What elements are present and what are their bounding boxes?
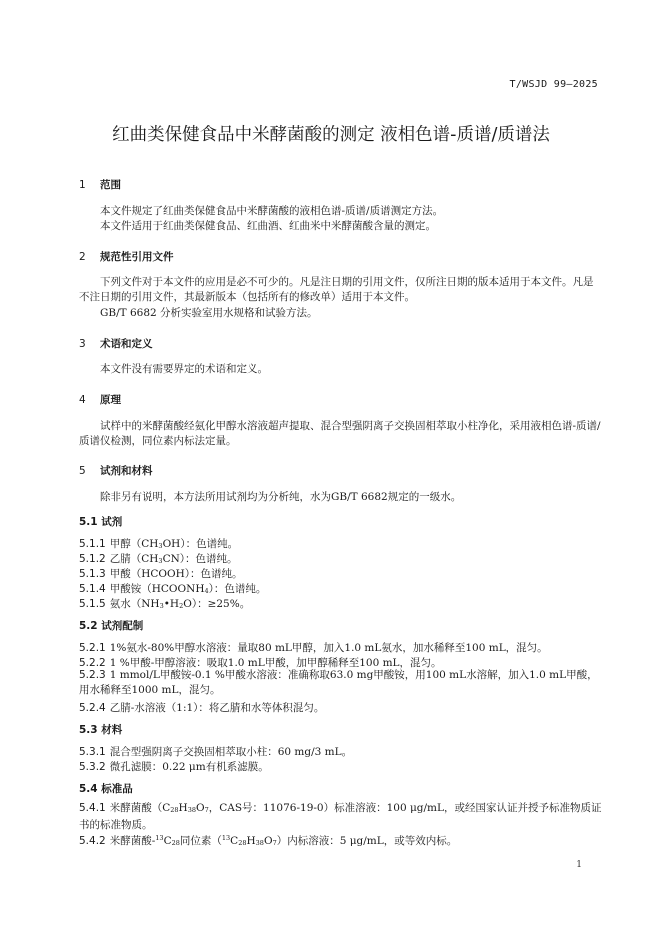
section-title: 术语和定义 — [100, 338, 153, 350]
item-text: 甲酸（HCOOH）：色谱纯。 — [109, 568, 243, 580]
subscript: 2 — [179, 602, 184, 610]
item-text: •H — [163, 598, 180, 610]
item-text: CN）：色谱纯。 — [162, 553, 238, 565]
list-item — [79, 833, 457, 848]
paragraph: 除非另有说明，本方法所用试剂均为分析纯，水为GB/T 6682规定的一级水。 — [100, 491, 462, 503]
item-text: 1 mmol/L甲酸铵-0.1 %甲酸水溶液：准确称取63.0 mg甲酸铵，用100 mL水溶解，加入1.0 mL甲酸，用水稀释至1000 mL，混匀。 — [79, 669, 598, 696]
list-item — [79, 566, 243, 581]
superscript: 13 — [155, 834, 164, 842]
subscript: 3 — [158, 542, 163, 550]
item-text: H — [178, 802, 188, 814]
item-text: 同位素（ — [179, 835, 222, 847]
item-number: 5.2.2 — [79, 657, 106, 669]
section-number: 1 — [79, 179, 86, 191]
list-item — [79, 801, 602, 833]
section-heading-1 — [79, 177, 121, 192]
subsection-heading: 5.3 材料 — [79, 724, 123, 736]
list-item — [79, 536, 238, 551]
section-title: 规范性引用文件 — [100, 251, 174, 263]
item-text: 米酵菌酸- — [109, 835, 156, 847]
subscript: 7 — [272, 839, 277, 847]
section-heading-3 — [79, 336, 153, 351]
list-item — [79, 640, 548, 655]
item-text: 1 %甲酸-甲醇溶液：吸取1.0 mL甲酸，加甲醇稀释至100 mL，混匀。 — [109, 657, 442, 669]
item-text: 微孔滤膜：0.22 μm有机系滤膜。 — [109, 761, 269, 773]
subscript: 28 — [238, 839, 247, 847]
document-title: 红曲类保健食品中米酵菌酸的测定 液相色谱-质谱/质谱法 — [112, 125, 550, 145]
section-title: 试剂和材料 — [100, 465, 153, 477]
paragraph: 试样中的米酵菌酸经氨化甲醇水溶液超声提取、混合型强阴离子交换固相萃取小柱净化，采用液相色谱-质谱/质谱仪检测，同位素内标法定量。 — [79, 420, 601, 447]
subscript: 38 — [187, 806, 196, 814]
subscript: 3 — [159, 602, 164, 610]
item-number: 5.1.3 — [79, 568, 106, 580]
item-number: 5.4.2 — [79, 835, 106, 847]
section-number: 5 — [79, 465, 86, 477]
item-text: O — [196, 802, 205, 814]
item-number: 5.4.1 — [79, 802, 106, 814]
subsection-heading: 5.2 试剂配制 — [79, 620, 144, 632]
page-number: 1 — [576, 860, 582, 870]
subscript: 7 — [204, 806, 209, 814]
section-heading-2 — [79, 249, 174, 264]
list-item — [79, 700, 324, 715]
subscript: 3 — [158, 557, 163, 565]
item-number: 5.2.1 — [79, 642, 106, 654]
list-item — [79, 759, 269, 774]
list-item — [79, 744, 352, 759]
item-text: 1%氨水-80%甲醇水溶液：量取80 mL甲醇，加入1.0 mL氨水，加水稀释至100 mL，混匀。 — [109, 642, 548, 654]
subscript: 28 — [170, 806, 179, 814]
item-text: 甲醇（CH — [109, 538, 159, 550]
item-text: C — [230, 835, 239, 847]
item-text: ，CAS号：11076-19-0）标准溶液：100 μg/mL，或经国家认证并授予标准物质证书的标准物质。 — [79, 802, 602, 831]
item-number: 5.1.1 — [79, 538, 106, 550]
item-number: 5.1.2 — [79, 553, 106, 565]
subsection-heading: 5.4 标准品 — [79, 783, 133, 795]
paragraph: 下列文件对于本文件的应用是必不可少的。凡是注日期的引用文件，仅所注日期的版本适用于本文件。凡是不注日期的引用文件，其最新版本（包括所有的修改单）适用于本文件。 — [79, 276, 594, 303]
item-number: 5.3.1 — [79, 746, 106, 758]
item-text: C — [163, 835, 172, 847]
list-item — [79, 668, 602, 698]
item-number: 5.1.4 — [79, 583, 106, 595]
item-text: 氨水（NH — [109, 598, 160, 610]
subscript: 28 — [171, 839, 180, 847]
item-text: H — [246, 835, 256, 847]
paragraph: 本文件适用于红曲类保健食品、红曲酒、红曲米中米酵菌酸含量的测定。 — [100, 220, 436, 232]
item-text: ）内标溶液：5 μg/mL，或等效内标。 — [276, 835, 458, 847]
section-number: 3 — [79, 338, 86, 350]
item-text: O）：≥25%。 — [183, 598, 251, 610]
list-item — [79, 596, 250, 611]
item-text: ）：色谱纯。 — [208, 583, 267, 595]
item-number: 5.1.5 — [79, 598, 106, 610]
document-id: T/WSJD 99—2025 — [509, 79, 598, 90]
subsection-heading: 5.1 试剂 — [79, 516, 123, 528]
paragraph: 本文件没有需要界定的术语和定义。 — [100, 363, 268, 375]
section-title: 原理 — [100, 394, 121, 406]
item-number: 5.2.3 — [79, 669, 106, 681]
superscript: 13 — [221, 834, 231, 842]
item-text: 甲酸铵（HCOONH — [109, 583, 205, 595]
item-text: 乙腈-水溶液（1:1）：将乙腈和水等体积混匀。 — [109, 702, 325, 714]
item-text: O — [263, 835, 273, 847]
item-text: OH）：色谱纯。 — [162, 538, 239, 550]
item-text: 米酵菌酸（C — [109, 802, 171, 814]
paragraph: 本文件规定了红曲类保健食品中米酵菌酸的液相色谱-质谱/质谱测定方法。 — [100, 205, 444, 217]
section-heading-4 — [79, 392, 121, 407]
section-heading-5 — [79, 463, 153, 478]
section-title: 范围 — [100, 179, 121, 191]
section-number: 4 — [79, 394, 86, 406]
item-text: 混合型强阴离子交换固相萃取小柱：60 mg/3 mL。 — [109, 746, 353, 758]
section-number: 2 — [79, 251, 86, 263]
item-text: 乙腈（CH — [109, 553, 159, 565]
list-item — [79, 581, 266, 596]
item-number: 5.3.2 — [79, 761, 106, 773]
subscript: 38 — [255, 839, 264, 847]
paragraph: GB/T 6682 分析实验室用水规格和试验方法。 — [100, 307, 318, 319]
item-number: 5.2.4 — [79, 702, 106, 714]
subscript: 4 — [204, 587, 209, 595]
list-item — [79, 551, 238, 566]
